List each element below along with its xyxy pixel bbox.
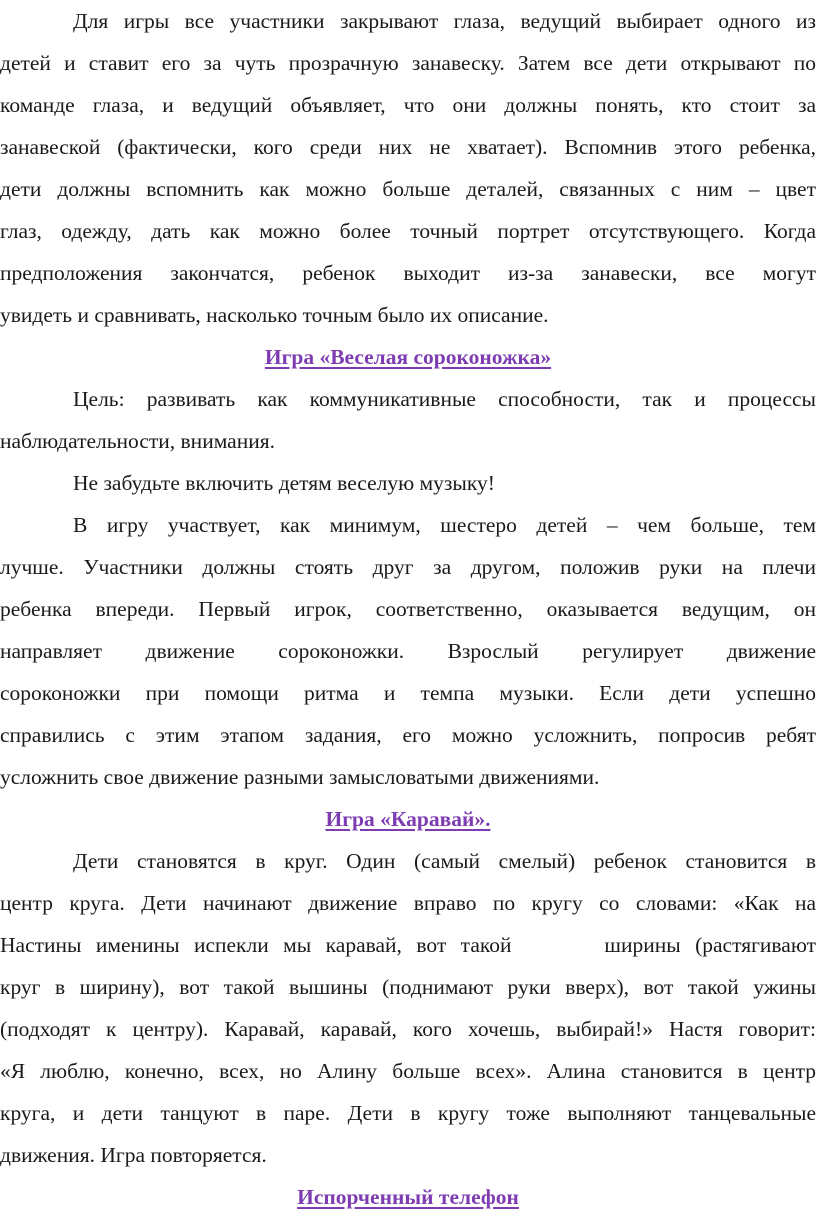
paragraph-line: круг в ширину), вот такой вышины (поднимают руки вверх), вот такой ужины: [0, 975, 816, 999]
paragraph-line: центр круга. Дети начинают движение вправо по кругу со словами: «Как на: [0, 891, 816, 915]
paragraph-line: команде глаза, и ведущий объявляет, что они должны понять, кто стоит за: [0, 93, 816, 117]
paragraph-line: глаз, одежду, дать как можно более точный портрет отсутствующего. Когда: [0, 219, 816, 243]
paragraph-line: «Я люблю, конечно, всех, но Алину больше всех». Алина становится в центр: [0, 1059, 816, 1083]
paragraph-line: ребенка впереди. Первый игрок, соответственно, оказывается ведущим, он: [0, 597, 816, 621]
paragraph-fragment: ширины (растягивают: [604, 933, 816, 957]
paragraph-line: справились с этим этапом задания, его можно усложнить, попросив ребят: [0, 723, 816, 747]
paragraph-line: [0, 924, 816, 966]
paragraph-line: Дети становятся в круг. Один (самый смелый) ребенок становится в: [73, 849, 816, 873]
paragraph-line: наблюдательности, внимания.: [0, 429, 275, 453]
section-heading-karavay: Игра «Каравай».: [325, 807, 491, 831]
paragraph-line: Для игры все участники закрывают глаза, ведущий выбирает одного из: [73, 9, 816, 33]
paragraph-line: Не забудьте включить детям веселую музыку!: [73, 471, 495, 495]
paragraph-line: увидеть и сравнивать, насколько точным было их описание.: [0, 303, 549, 327]
paragraph-line: предположения закончатся, ребенок выходит из-за занавески, все могут: [0, 261, 816, 285]
paragraph-line: В игру участвует, как минимум, шестеро детей – чем больше, тем: [73, 513, 816, 537]
paragraph-fragment: Настины именины испекли мы каравай, вот такой: [0, 933, 512, 957]
paragraph-line: направляет движение сороконожки. Взрослый регулирует движение: [0, 639, 816, 663]
paragraph-line: дети должны вспомнить как можно больше деталей, связанных с ним – цвет: [0, 177, 816, 201]
paragraph-line: (подходят к центру). Каравай, каравай, кого хочешь, выбирай!» Настя говорит:: [0, 1017, 816, 1041]
paragraph-line: движения. Игра повторяется.: [0, 1143, 267, 1167]
paragraph-line: Цель: развивать как коммуникативные способности, так и процессы: [73, 387, 816, 411]
section-heading-telefon: Испорченный телефон: [297, 1185, 519, 1209]
paragraph-line: усложнить свое движение разными замысловатыми движениями.: [0, 765, 600, 789]
paragraph-line: детей и ставит его за чуть прозрачную занавеску. Затем все дети открывают по: [0, 51, 816, 75]
section-heading-sorokonozhka: Игра «Веселая сороконожка»: [264, 345, 552, 369]
paragraph-line: занавеской (фактически, кого среди них не хватает). Вспомнив этого ребенка,: [0, 135, 816, 159]
paragraph-line: сороконожки при помощи ритма и темпа музыки. Если дети успешно: [0, 681, 816, 705]
paragraph-line: лучше. Участники должны стоять друг за другом, положив руки на плечи: [0, 555, 816, 579]
paragraph-line: круга, и дети танцуют в паре. Дети в кругу тоже выполняют танцевальные: [0, 1101, 816, 1125]
